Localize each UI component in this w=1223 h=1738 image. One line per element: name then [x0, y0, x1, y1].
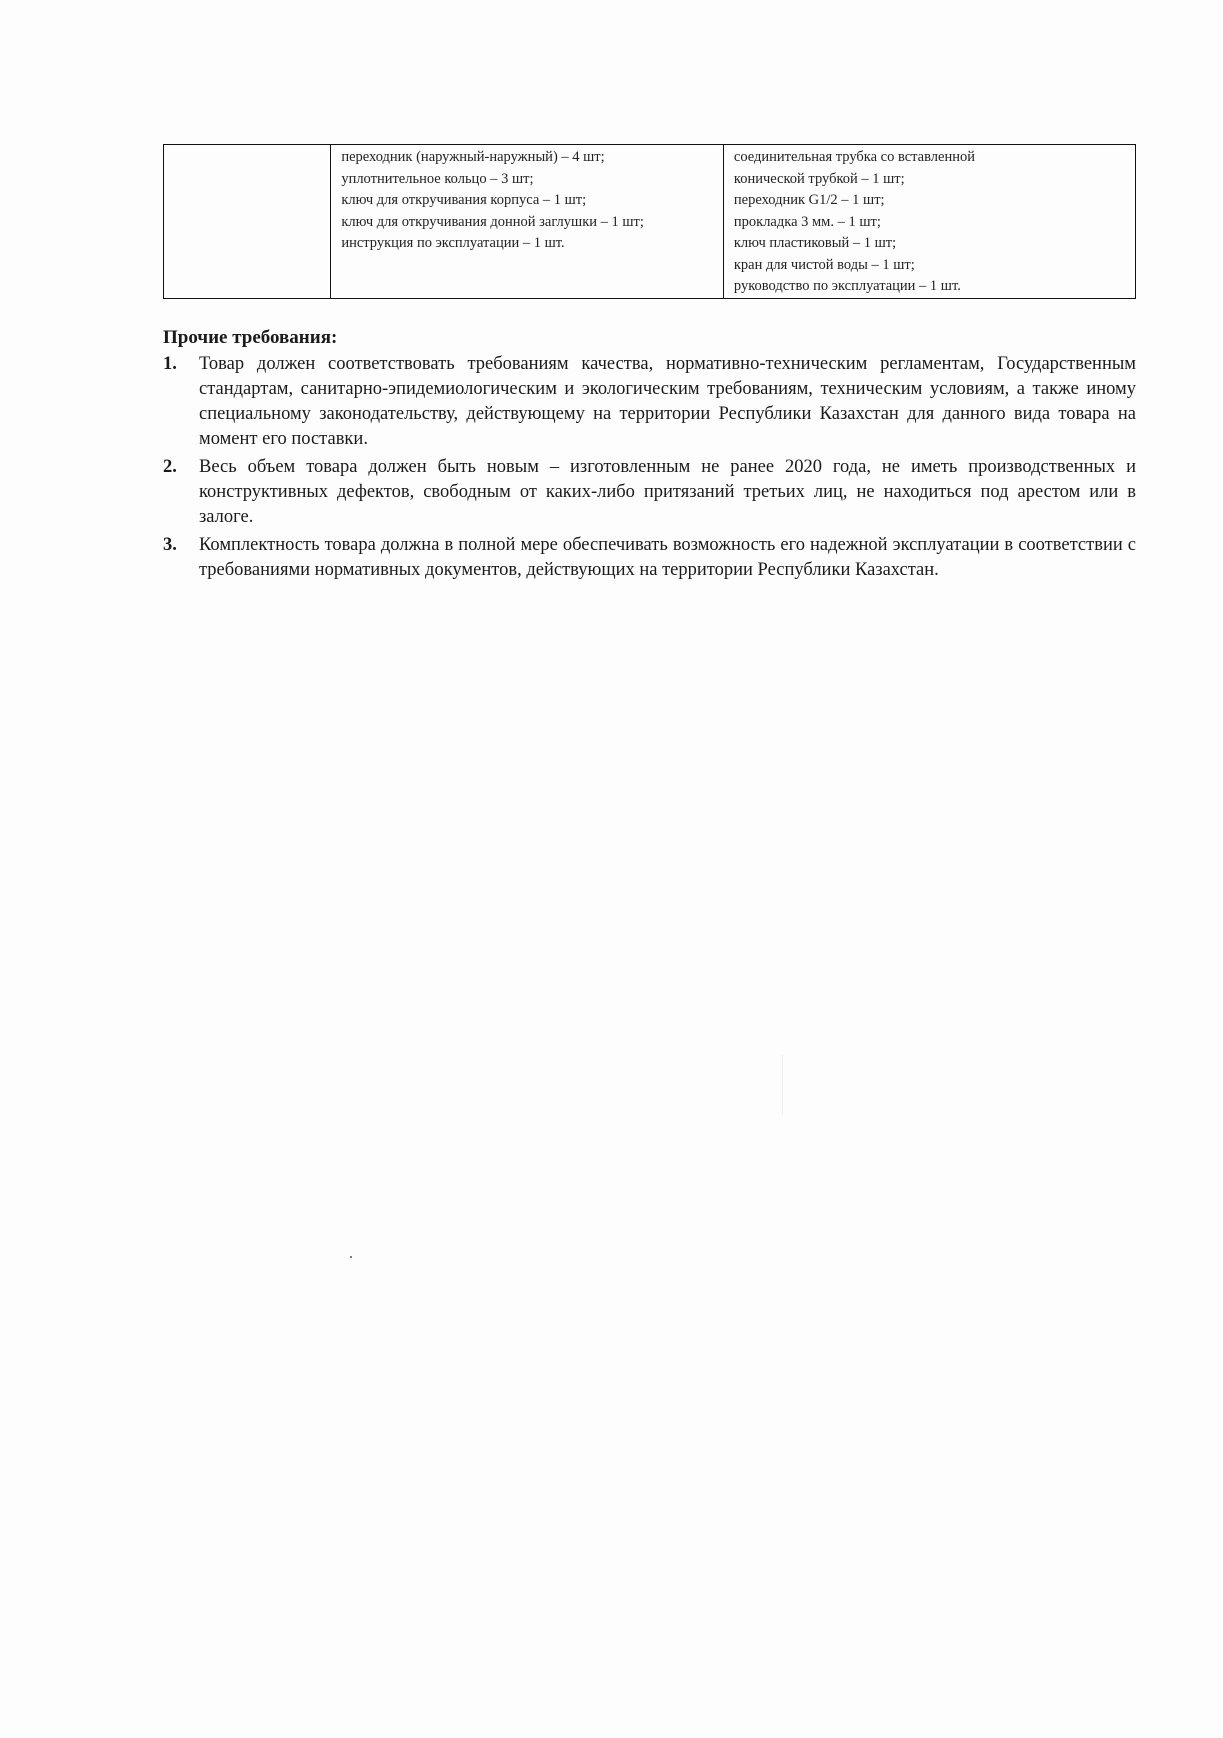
- list-item: ключ пластиковый – 1 шт;: [733, 235, 897, 251]
- list-item: руководство по эксплуатации – 1 шт.: [733, 278, 961, 294]
- list-item: переходник (наружный-наружный) – 4 шт;: [341, 149, 605, 165]
- list-item: прокладка 3 мм. – 1 шт;: [733, 213, 881, 230]
- list-item: конической трубкой – 1 шт;: [733, 170, 905, 187]
- requirements-list: [163, 352, 1136, 583]
- table-cell-kit-list: [723, 145, 1135, 299]
- other-requirements-section: [163, 326, 1136, 586]
- requirement-number: 1.: [163, 354, 177, 374]
- table-cell-equipment-list: [331, 145, 724, 299]
- list-item: ключ для откручивания донной заглушки – 1 шт;: [341, 213, 644, 230]
- table-row: [164, 145, 1136, 299]
- requirement-item: [163, 533, 1136, 583]
- list-item: уплотнительное кольцо – 3 шт;: [341, 170, 534, 187]
- requirement-item: [163, 352, 1136, 452]
- list-item: кран для чистой воды – 1 шт;: [733, 256, 915, 273]
- requirement-item: [163, 455, 1136, 530]
- list-item: переходник G1/2 – 1 шт;: [733, 192, 885, 208]
- list-item: ключ для откручивания корпуса – 1 шт;: [341, 192, 587, 208]
- requirement-text: Комплектность товара должна в полной мере обеспечивать возможность его надежной эксплуатации в соответствии с требованиями нормативных документов, действующих на территории Республики Казахстан.: [199, 535, 1136, 580]
- table-cell-empty: [164, 145, 331, 299]
- list-item: соединительная трубка со вставленной: [733, 149, 975, 165]
- requirement-text: Товар должен соответствовать требованиям качества, нормативно-техническим регламентам, Государственным стандартам, санитарно-эпидемиологическим и экологическим требованиям, техническим условиям, а также иному специальному законодательству, действующему на территории Республики Казахстан для данного вида товара на момент его поставки.: [199, 354, 1136, 449]
- section-heading: Прочие требования:: [163, 327, 338, 348]
- scan-artifact: [350, 1256, 352, 1258]
- scan-artifact: [782, 1055, 783, 1115]
- spec-table: [163, 144, 1136, 299]
- requirement-number: 3.: [163, 535, 177, 555]
- requirement-text: Весь объем товара должен быть новым – изготовленным не ранее 2020 года, не иметь производственных и конструктивных дефектов, свободным от каких-либо притязаний третьих лиц, не находиться под арестом или в залоге.: [199, 457, 1136, 527]
- requirement-number: 2.: [163, 457, 177, 477]
- list-item: инструкция по эксплуатации – 1 шт.: [341, 235, 565, 251]
